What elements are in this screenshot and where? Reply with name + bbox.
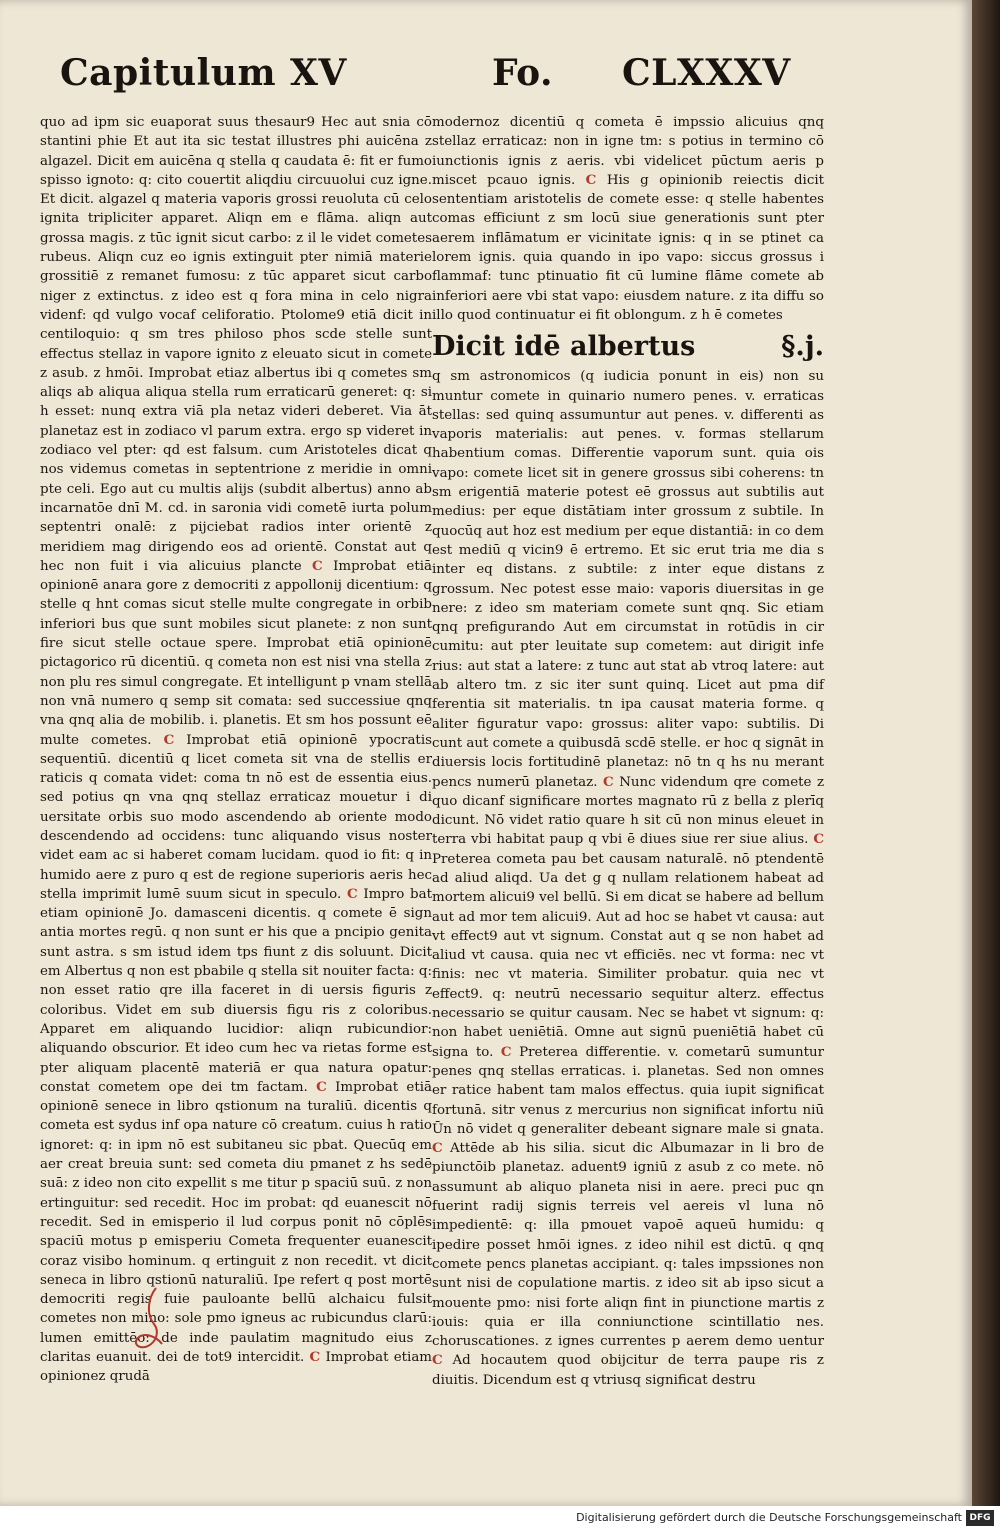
right-text-column <box>432 113 824 1390</box>
red-flourish-ornament <box>126 1284 186 1354</box>
body-text: q sm astronomicos (q iudicia ponunt in eis) non su muntur comete in quinario numero penes. v. erraticas stellas: sed quinq assumuntur aut penes. v. differenti as vaporis materialis: aut penes. v. formas stellarum habentium comas. Differentie vaporum sunt. quia ois vapo: comete licet sit in genere grossus sibi coherens: tn sm erigentiā materie potest eē grossus aut subtilis aut medius: per eque distātiam inter grossum z subtile. In quocūq aut hoz est medium per eque distantiā: in co dem est mediū q vicin9 ē ertremo. Et sic erut tria me dia s inter eq distans. z subtile: z inter eque distans z grossum. Nec potest esse maio: vaporis diuersitas in ge nere: z ideo sm materiam comete sunt qnq. Sic etiam qnq prefigurando Aut em circumstat in rotūdis in cir cumitu: aut pter leuitate sup cometem: aut dirigit infe rius: aut stat a latere: z tunc aut stat ab vtroq latere: aut ab altero tm. z sic iter sunt quinq. Licet aut pma dif ferentia sit materialis. tn ipa causat materia forme. q aliter figuratur vapo: grossus: aliter vapo: subtilis. Di cunt aut comete a quibusdā scdē stelle. er hoc q signāt in diuersis locis fortitudinē planetaz: nō tn q hs nu merant pencs numerū planetaz. <box>432 369 825 790</box>
dfg-logo-badge: DFG <box>966 1510 994 1526</box>
section-mark: §.j. <box>781 331 824 363</box>
rubric-mark: C <box>813 831 824 848</box>
rubric-mark: C <box>603 773 614 790</box>
body-text: Improbat etiā opinionē anara gore z democriti z appollonij dicentium: q stelle q hnt comas sicut stelle multe congregate in orbib inferiori bus que sunt mobiles sicut planete: z non sunt fire sicut stelle octaue spere. Improbat etiā opinionē pictagorico rū dicentiū. q cometa non est nisi vna stella z non plu res simul congregate. Et intelligunt p vnam stellā non vnā numero q semp sit comata: sed successiue qnq vna qnq alia de mobilib. i. planetis. Et sm hos possunt eē multe cometes. <box>40 558 432 748</box>
paragraph <box>40 113 432 1387</box>
rubric-mark: C <box>432 1352 443 1369</box>
body-text: Improbat etiā opinionē senece in libro qstionum na turaliū. dicentis q cometa est sydus inf opa nature cō creatum. cuius h ratio ignoret: q: in ipm nō est subitaneu sic pbat. Quecūq em aer creat breuia sunt: sed cometa diu pmanet z hs sedē suā: z ideo non cito expellit s me titur p spaciū suū. z non ertinguitur: sed recedit. Hoc im probat: qd euanescit nō recedit. Sed in emisperio il lud corpus ponit nō cōplēs spaciū motus p emisperiu Cometa frequenter euanescit coraz visibo hominum. q ertinguit z non recedit. vt dicit seneca in libro qstionū naturaliū. Ipe refert q post mortē democriti regis fuie pauloante bellū alchaicu fulsit cometes non mino: sole pmo igneus ac rubicundus clarū: lumen emittēo: de inde paulatim magnitudo eius z claritas euanuit. dei de tot9 intercidit. <box>40 1079 432 1365</box>
body-text: Ad hocautem quod obijcitur de terra paupe ris z diuitis. Dicendum est q vtriusq significat destru <box>432 1353 824 1388</box>
rubric-mark: C <box>316 1078 327 1095</box>
rubric-mark: C <box>163 731 175 748</box>
paragraph <box>432 113 824 325</box>
body-text: Preterea cometa pau bet causam naturalē. nō ptendentē ad aliud aliqd. Ua det g q nullam relationem habeat ad mortem alicui9 vel bellū. Si em dicat se habere ad bellum aut ad mor tem alicui9. Aut ad hoc se habet vt causa: aut vt effect9 aut vt signum. Constat aut q se non habet ad aliud vt causa. quia nec vt efficiēs. nec vt forma: nec vt finis: nec vt materia. Similiter probatur. quia nec vt effect9. q: neutrū necessario sequitur alterz. effectus necessario se quitur causam. Nec se habet vt signum: q: non habet ueniētiā. Omne aut signū pueniētiā habet cū signa to. <box>432 851 824 1060</box>
rubric-mark: C <box>346 885 358 902</box>
body-text: Attēde ab his silia. sicut dic Albumazar in li bro de piunctōib planetaz. aduent9 igniū z asub z co mete. nō assumunt ab aliquo planeta nisi in aere. preci puc qn fuerint radij signis terreis vel aereis vl luna nō impedientē: q: illa pmouet vapoē aqueū humidu: q ipedire posset hmōi ignes. z ideo nihil est dictū. q qnq comete pencs planetas accipiant. q: tales impssiones non sunt nisi de copulatione martis. z ideo sit ab ipso sicut a mouente pmo: nisi forte aliqn fint in piunctione martis z iouis: quia er illa conniunctione scintillatio nes. choruscationes. z ignes currentes p aerem demo uentur <box>432 1141 824 1350</box>
subheading-title: Dicit idē albertus <box>432 331 696 363</box>
rubric-mark: C <box>432 1140 443 1157</box>
body-text: modernoz dicentiū q cometa ē impssio alicuius qnq stellaz erraticaz: non in igne tm: s potius in termino cō iunctionis ignis z aeris. vbi videlicet pūctum aeris p miscet pcauo ignis. <box>432 115 824 188</box>
body-text: Improbat etiā opinionē ypocratis sequentiū. dicentiū q licet cometa sit vna de stellis er raticis q comata videt: coma tn nō est de essentia eius. sed potius qn vna qnq stellaz erraticaz mouetur i di uersitate orbis suo modo ascendendo ab oriente modo descendendo ad occidens: tunc aliquando visus noster videt eam ac si haberet comam lucidam. quod io fit: q in humido aere z puro q est de regione superioris aeris hec stella imprimit lumē suum sicut in speculo. <box>40 732 432 902</box>
paragraph <box>432 367 824 1390</box>
folio-label: Fo. <box>492 52 554 94</box>
body-text: Impro bat etiam opinionē Jo. damasceni dicentis. q comete ē sign antia mortes regū. q non sunt er his que a pncipio genita sunt astra. s sm istud idem tps fiunt z dis soluunt. Dicit em Albertus q non est pbabile q stella sit nouiter facta: q: non esset ratio qre illa faceret in di uersis figuris z coloribus. Videt em sub diuersis figu ris z coloribus. Apparet em aliquando lucidior: aliqn rubicundior: aliquando obscurior. Et ideo cum hec va rietas forme est pter aliquam placentē materiā er qua natura opatur: constat cometem ope dei tm factam. <box>40 886 432 1095</box>
chapter-label: Capitulum <box>60 52 277 94</box>
book-edge <box>972 0 1000 1506</box>
rubric-mark: C <box>312 557 323 574</box>
body-text: Improbat etiam opinionez qrudā <box>40 1350 432 1385</box>
body-text: Nunc videndum qre comete z quo dicanf significare mortes magnato rū z bella z plerīq dicunt. Nō videt ratio quare h sit cū non minus eleuet in terra vbi habitat paup q vbi ē diues siue rer siue alius. <box>432 774 824 848</box>
section-subheading <box>432 327 824 367</box>
rubric-mark: C <box>585 171 597 188</box>
rubric-mark: C <box>309 1349 321 1365</box>
rubric-mark: C <box>500 1043 512 1060</box>
body-text: His g opinionib reiectis dicit sententiam aristotelis de comete esse: q stelle habentes comas efficiunt z sm locū siue generationis sunt pter aerem inflāmatum er vicinitate ignis: q in se ptinet ca lorem ignis. quia quando in ipo vapo: siccus grossus i flammaf: tunc ptinuatio fit cū lumine flāme comete ab inferiori aere vbi stat vapo: eiusdem nature. z ita diffu so illo quod continuatur ei fit oblongum. z h ē cometes <box>432 172 824 323</box>
body-text: Preterea differentie. v. cometarū sumuntur penes qnq stellas erraticas. i. planetas. Sed non omnes er ratice habent tam malos effectus. quia iupit significat fortunā. sitr venus z mercurius non significat infortu niū Ūn nō videt q generaliter debeant signare male si gnata. <box>432 1044 824 1137</box>
body-text: quo ad ipm sic euaporat suus thesaur9 Hec aut snia cō stantini phie Et aut ita sic testat illustres phi auicēna z algazel. Dicit em auicēna q stella q caudata ē: fit er fumo spisso ignoto: q: cito couertit aliqdiu circuuolui cuz igne. Et dicit. algazel q materia vaporis grossi reuoluta cū celo ignita tripliciter apparet. Aliqn em e flāma. aliqn aut grossa magis. z tūc ignit sicut carbo: z il le videt cometes rubeus. Aliqn cuz eo ignis extinguit pter nimiā materie grossitiē z remanet fumosu: z tūc apparet sicut carbo niger z extinctus. z ideo est q fora mina in celo nigra videnf: qd vulgo vocaf celiforatio. Ptolome9 etiā dicit in centiloquio: q sm tres philoso phos scde stelle sunt effectus stellaz in vapore ignito z eleuato sicut in comete z asub. z hmōi. Improbat etiaz albertus ibi q cometes sm aliqs ab aliqua aliqua stella rum erraticarū generet: q: si h esset: nunq extra viā pla netaz videri deberet. Via āt planetaz est in zodiaco vl parum extra. ergo sp videret in zodiaco vel pter: qd est falsum. cum Aristoteles dicat q nos videmus cometas in septentrione z meridie in omni pte celi. Ego aut cu multis alijs (subdit albertus) anno ab incarnatōe dnī M. cd. in saronia vidi cometē iurta polum septentri onalē: z pijciebat radios inter orientē z meridiem mag dirigendo eos ad orientē. Constat aut q hec non fuit i via alicuius plancte <box>40 115 432 574</box>
left-text-column <box>40 113 432 1387</box>
chapter-number: XV <box>290 52 347 94</box>
folio-number: CLXXXV <box>622 52 791 94</box>
running-header <box>0 52 972 102</box>
funding-credit: Digitalisierung gefördert durch die Deutsche Forschungsgemeinschaft <box>576 1511 962 1524</box>
